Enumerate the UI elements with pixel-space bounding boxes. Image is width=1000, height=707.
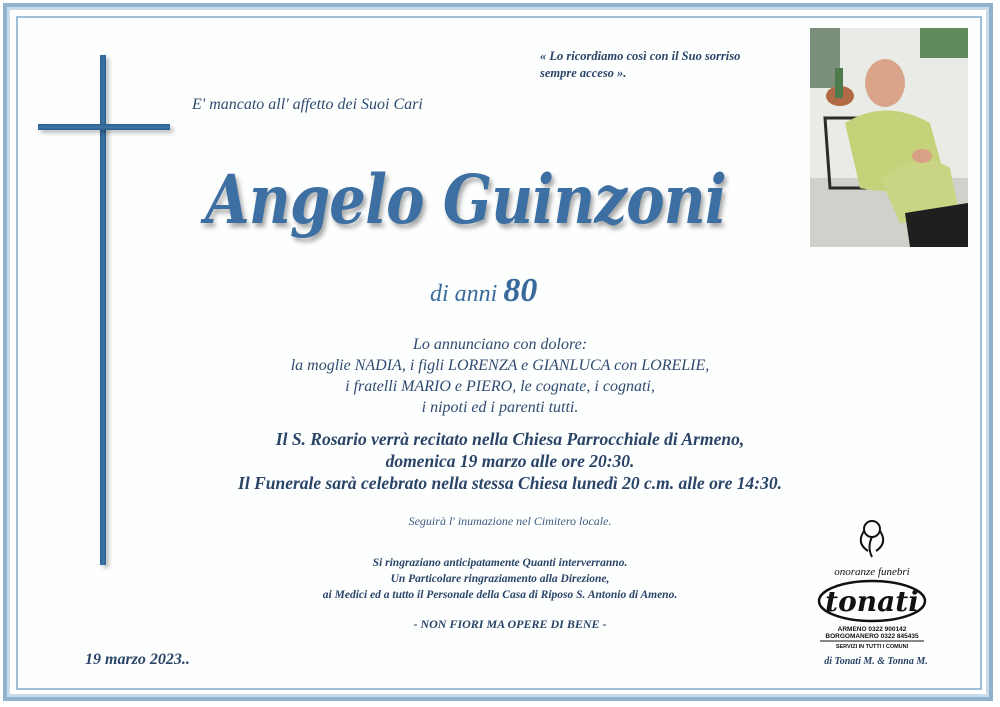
age-value: 80	[503, 272, 538, 309]
flower-icon	[861, 521, 883, 557]
logo-services: SERVIZI IN TUTTI I COMUNI	[835, 644, 909, 650]
portrait-photo	[810, 28, 968, 247]
quote-line: « Lo ricordiamo così con il Suo sorriso	[540, 49, 741, 63]
flowers-note: - NON FIORI MA OPERE DI BENE -	[413, 617, 607, 631]
deceased-name: Angelo Guinzoni	[205, 160, 726, 239]
age-line	[430, 272, 537, 310]
intro-text: E' mancato all' affetto dei Suoi Cari	[192, 96, 423, 113]
funeral-home-owners: di Tonati M. & Tonna M.	[824, 656, 928, 667]
funeral-home-logo	[812, 515, 942, 655]
funeral-home-logo-graphic	[812, 515, 942, 655]
cross-icon-horizontal	[38, 124, 170, 130]
logo-phone-2: BORGOMANERO 0322 845435	[825, 633, 919, 640]
cross-icon-vertical	[100, 55, 106, 565]
logo-caption: onoranze funebri	[834, 566, 910, 578]
portrait-image	[810, 28, 968, 247]
logo-brand: tonati	[825, 585, 919, 618]
announcement-line: la moglie NADIA, i figli LORENZA e GIANLUCA con LORELIE,	[290, 357, 710, 374]
thanks-block	[230, 555, 770, 603]
notice-date: 19 marzo 2023..	[85, 651, 190, 668]
announcement-line: i nipoti ed i parenti tutti.	[421, 399, 579, 416]
ceremony-block	[140, 428, 880, 494]
announcement-line: Lo annunciano con dolore:	[412, 336, 588, 353]
ceremony-line: Il S. Rosario verrà recitato nella Chiesa Parrocchiale di Armeno,	[275, 429, 745, 449]
ceremony-line: Il Funerale sarà celebrato nella stessa Chiesa lunedì 20 c.m. alle ore 14:30.	[238, 473, 782, 493]
quote-line: sempre acceso ».	[540, 66, 627, 80]
memorial-quote	[540, 48, 810, 82]
thanks-line: Si ringraziano anticipatamente Quanti interverranno.	[372, 557, 628, 569]
announcement-line: i fratelli MARIO e PIERO, le cognate, i cognati,	[345, 378, 655, 395]
thanks-line: Un Particolare ringraziamento alla Direzione,	[390, 573, 610, 585]
burial-note: Seguirà l' inumazione nel Cimitero locale.	[408, 514, 612, 528]
announcement-block	[200, 334, 800, 418]
age-prefix: di anni	[430, 281, 498, 307]
thanks-line: ai Medici ed a tutto il Personale della Casa di Riposo S. Antonio di Ameno.	[322, 589, 678, 601]
ceremony-line: domenica 19 marzo alle ore 20:30.	[385, 451, 635, 471]
logo-phone-1: ARMENO 0322 900142	[837, 626, 907, 633]
